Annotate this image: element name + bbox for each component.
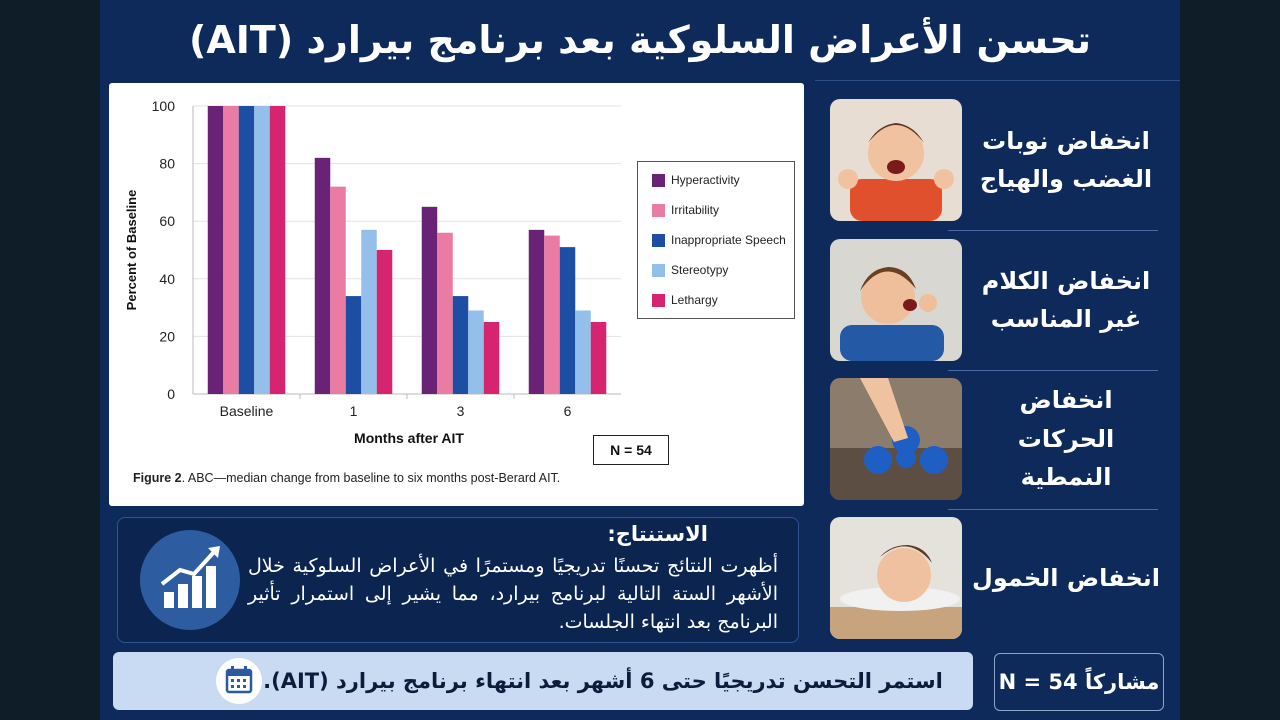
x-tick-label: 3: [456, 403, 465, 419]
sample-size-box: N = 54: [593, 435, 669, 465]
feature-item: [830, 239, 1160, 363]
conclusion-title: الاستنتاج:: [607, 522, 708, 546]
y-tick-label: 80: [159, 155, 175, 172]
bar: [254, 106, 270, 394]
figure-caption: [133, 471, 560, 485]
x-tick-label: Baseline: [219, 403, 274, 419]
caption-label: Figure 2: [133, 471, 182, 485]
bar: [208, 106, 224, 394]
legend-swatch: [652, 174, 665, 187]
bar: [239, 106, 255, 394]
background-left: [0, 0, 100, 720]
y-tick-label: 0: [167, 386, 175, 402]
feature-label: انخفاض الحركات النمطية: [1017, 386, 1115, 492]
legend-label: Irritability: [671, 203, 720, 217]
legend-label: Stereotypy: [671, 263, 729, 277]
x-tick-label: 6: [563, 403, 572, 419]
divider: [948, 370, 1158, 371]
feature-list: [815, 80, 1180, 641]
legend-swatch: [652, 294, 665, 307]
background-right: [1180, 0, 1280, 720]
slide-title: تحسن الأعراض السلوكية بعد برنامج بيرارد (AIT): [189, 18, 1091, 62]
divider: [948, 230, 1158, 231]
legend-swatch: [652, 204, 665, 217]
feature-label: انخفاض الخمول: [972, 563, 1160, 592]
legend-label: Inappropriate Speech: [671, 233, 786, 247]
legend-item: [652, 202, 719, 218]
legend-label: Lethargy: [671, 293, 718, 307]
summary-bar: [113, 652, 973, 710]
sleeping-child-photo: [830, 517, 962, 639]
fidget-spinner-photo: [830, 378, 962, 500]
y-tick-label: 60: [159, 213, 175, 230]
caption-text: . ABC—median change from baseline to six months post-Berard AIT.: [181, 471, 561, 485]
legend-item: [652, 172, 740, 188]
bar: [468, 310, 484, 394]
shouting-child-photo: [830, 239, 962, 361]
bar: [361, 230, 377, 394]
bar: [591, 322, 607, 394]
x-axis-label: Months after AIT: [354, 430, 464, 446]
x-tick-label: 1: [349, 403, 358, 419]
bar: [330, 187, 346, 394]
feature-label: انخفاض نوبات الغضب والهياج: [979, 126, 1153, 193]
chart-legend: [637, 161, 795, 319]
bar: [484, 322, 500, 394]
bar: [437, 233, 453, 394]
bar: [346, 296, 362, 394]
bar: [270, 106, 286, 394]
legend-item: [652, 262, 728, 278]
summary-text: استمر التحسن تدريجيًا حتى 6 أشهر بعد انتهاء برنامج بيرارد (AIT).: [263, 669, 943, 693]
legend-swatch: [652, 264, 665, 277]
legend-swatch: [652, 234, 665, 247]
y-tick-label: 100: [151, 98, 175, 114]
participants-badge: N = 54 مشاركاً: [994, 653, 1164, 711]
growth-chart-icon: [140, 530, 240, 630]
legend-label: Hyperactivity: [671, 173, 740, 187]
chart-card: [109, 83, 804, 506]
y-axis-label: Percent of Baseline: [124, 189, 139, 311]
feature-item: [830, 517, 1160, 641]
slide: [100, 0, 1180, 720]
conclusion-text: أظهرت النتائج تحسنًا تدريجيًا ومستمرًا في الأعراض السلوكية خلال الأشهر الستة التالية لبرنامج بيرارد، مما يشير إلى استمرار تأثير البرنامج بعد انتهاء الجلسات.: [248, 555, 778, 633]
bar: [377, 250, 393, 394]
bar: [560, 247, 576, 394]
legend-item: [652, 292, 718, 308]
feature-item: [830, 378, 1160, 502]
bar: [223, 106, 239, 394]
y-tick-label: 20: [159, 328, 175, 345]
bar: [453, 296, 469, 394]
divider: [948, 509, 1158, 510]
legend-item: [652, 232, 786, 248]
y-tick-label: 40: [159, 270, 175, 287]
feature-label: انخفاض الكلام غير المناسب: [981, 266, 1151, 333]
bar: [422, 207, 438, 394]
bar: [575, 310, 591, 394]
bar: [544, 236, 560, 394]
feature-item: [830, 99, 1160, 223]
bar: [315, 158, 331, 394]
angry-child-photo: [830, 99, 962, 221]
conclusion-box: [117, 517, 799, 643]
bar: [529, 230, 545, 394]
